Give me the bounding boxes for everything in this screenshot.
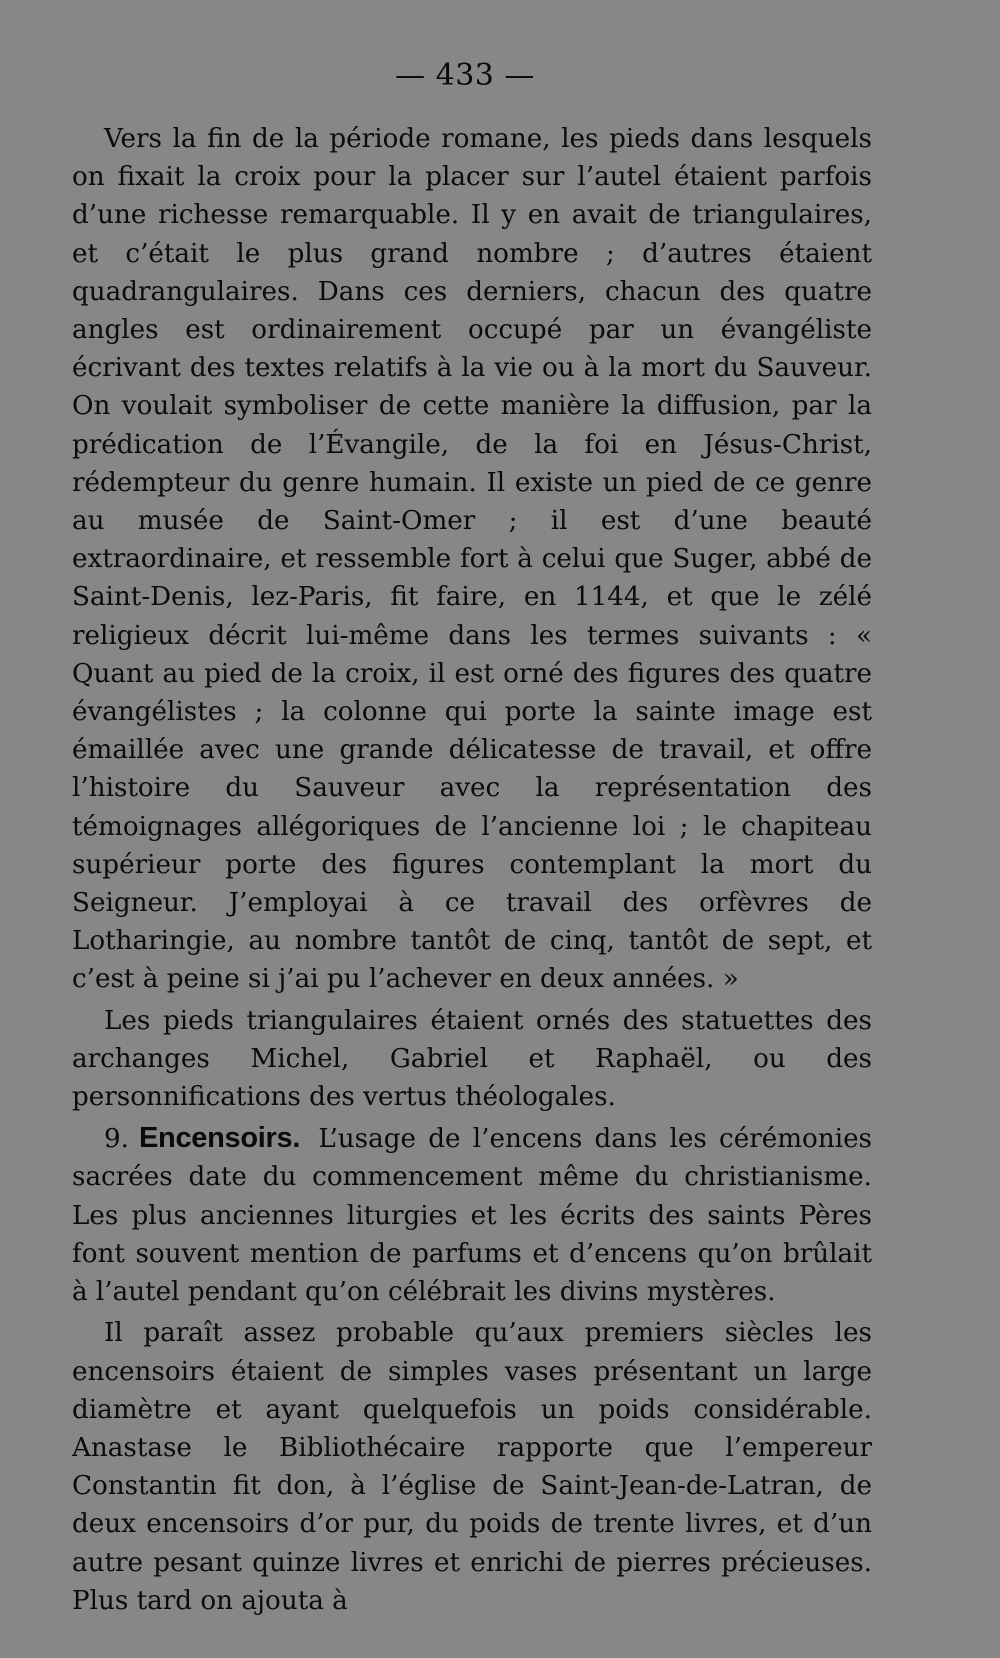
- page-number: — 433 —: [395, 58, 535, 93]
- page-body: [72, 120, 872, 1620]
- paragraph-early-censers: Il paraît assez probable qu’aux premiers siècles les encensoirs étaient de simples vases présentant un large diamètre et ayant quelquefois un poids considérable. Anastase le Bibliothécaire rapporte que l’empereur Constantin fit don, à l’église de Saint-Jean-de-Latran, de deux encensoirs d’or pur, du poids de trente livres, et d’un autre pesant quinze livres et enrichi de pierres précieuses. Plus tard on ajouta à: [72, 1318, 872, 1616]
- section-text: L’usage de l’encens dans les cérémonies sacrées date du commencement même du christianisme. Les plus anciennes liturgies et les écrits des saints Pères font souvent mention de parfums et d’encens qu’on brûlait à l’autel pendant qu’on célébrait les divins mystères.: [72, 1124, 872, 1308]
- section-number: 9.: [104, 1124, 129, 1155]
- paragraph-feet-of-crosses: Vers la fin de la période romane, les pieds dans lesquels on fixait la croix pour la placer sur l’autel étaient parfois d’une richesse remarquable. Il y en avait de triangulaires, et c’était le plus grand nombre ; d’autres étaient quadrangulaires. Dans ces derniers, chacun des quatre angles est ordinairement occupé par un évangéliste écrivant des textes relatifs à la vie ou à la mort du Sauveur. On voulait symboliser de cette manière la diffusion, par la prédication de l’Évangile, de la foi en Jésus-Christ, rédempteur du genre humain. Il existe un pied de ce genre au musée de Saint-Omer ; il est d’une beauté extraordinaire, et ressemble fort à celui que Suger, abbé de Saint-Denis, lez-Paris, fit faire, en 1144, et que le zélé religieux décrit lui-même dans les termes suivants : « Quant au pied de la croix, il est orné des figures des quatre évangélistes ; la colonne qui porte la sainte image est émaillée avec une grande délicatesse de travail, et offre l’histoire du Sauveur avec la représentation des témoignages allégoriques de l’ancienne loi ; le chapiteau supérieur porte des figures contemplant la mort du Seigneur. J’employai à ce travail des orfèvres de Lotharingie, au nombre tantôt de cinq, tantôt de sept, et c’est à peine si j’ai pu l’achever en deux années. »: [72, 124, 872, 995]
- paragraph-triangular-feet: Les pieds triangulaires étaient ornés des statuettes des archanges Michel, Gabriel et Raphaël, ou des personnifications des vertus théologales.: [72, 1005, 872, 1113]
- paragraph-censers: [72, 1119, 872, 1311]
- section-heading: Encensoirs.: [139, 1122, 301, 1155]
